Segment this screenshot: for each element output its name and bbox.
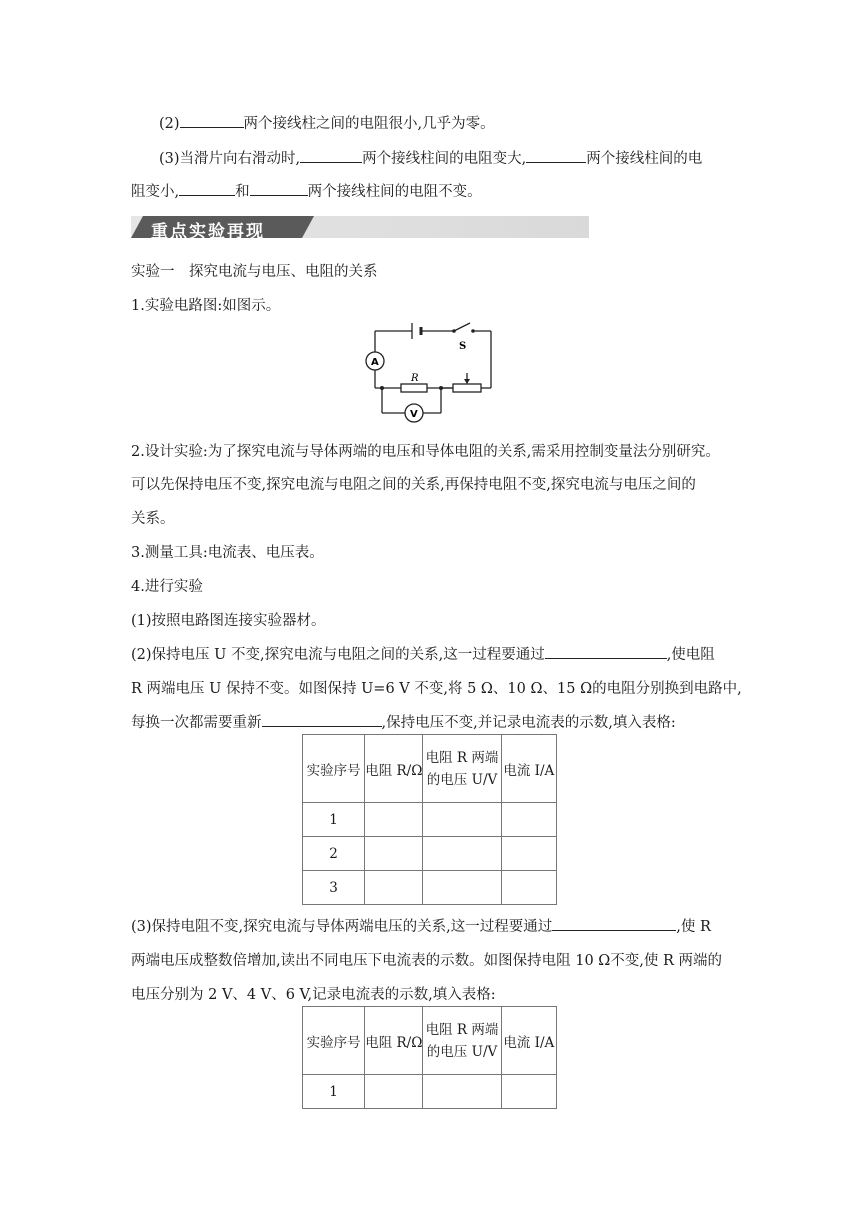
section-title: 重点实验再现: [151, 222, 265, 242]
step-4-3-line-1: (3)保持电阻不变,探究电流与导体两端电压的关系,这一过程要通过 ,使 R: [131, 915, 711, 936]
junction-dot: [439, 386, 443, 390]
battery-icon: [412, 323, 421, 339]
step-2-line-2: 可以先保持电压不变,探究电流与电阻之间的关系,再保持电阻不变,探究电流与电压之间的: [131, 477, 696, 493]
switch-label: S: [459, 341, 467, 352]
step-4-1: (1)按照电路图连接实验器材。: [131, 613, 326, 629]
answer-blank[interactable]: [179, 181, 235, 196]
header-voltage: 电阻 R 两端 的电压 U/V: [423, 1007, 501, 1075]
header-current: 电流 I/A: [501, 1007, 556, 1075]
header-trial: 实验序号: [303, 1007, 365, 1075]
header-current: 电流 I/A: [501, 735, 556, 803]
resistor-icon: [401, 384, 427, 392]
table-row: 3: [303, 871, 557, 905]
answer-blank[interactable]: [250, 181, 308, 196]
ammeter-icon: [366, 352, 384, 370]
table-row: 1: [303, 1075, 557, 1109]
voltmeter-label: V: [410, 409, 418, 420]
line-2: (2) 两个接线柱之间的电阻很小,几乎为零。: [159, 112, 495, 133]
step-4: 4.进行实验: [131, 579, 203, 595]
step-4-3-line-2: 两端电压成整数倍增加,读出不同电压下电流表的示数。如图保持电阻 10 Ω不变,使 R 两端的: [131, 953, 723, 969]
circuit-diagram: [355, 318, 505, 430]
step-2-line-1: 2.设计实验:为了探究电流与导体两端的电压和导体电阻的关系,需采用控制变量法分别研究。: [131, 444, 720, 460]
answer-blank[interactable]: [552, 916, 676, 931]
answer-blank[interactable]: [300, 148, 362, 163]
data-table-1: [302, 734, 557, 905]
ammeter-label: A: [371, 357, 379, 368]
line-3: (3)当滑片向右滑动时, 两个接线柱间的电阻变大, 两个接线柱间的电: [159, 147, 702, 168]
answer-blank[interactable]: [262, 712, 382, 727]
voltmeter-icon: [405, 404, 423, 422]
step-2-line-3: 关系。: [131, 511, 175, 527]
header-trial: 实验序号: [303, 735, 365, 803]
answer-blank[interactable]: [545, 644, 667, 659]
step-4-2-line-1: (2)保持电压 U 不变,探究电流与电阻之间的关系,这一过程要通过 ,使电阻: [131, 643, 715, 664]
answer-blank[interactable]: [526, 148, 586, 163]
line-3b: 阻变小, 和 两个接线柱间的电阻不变。: [131, 180, 482, 201]
step-4-3-line-3: 电压分别为 2 V、4 V、6 V,记录电流表的示数,填入表格:: [131, 987, 496, 1003]
data-table-2: [302, 1006, 557, 1109]
step-3: 3.测量工具:电流表、电压表。: [131, 545, 324, 561]
header-voltage: 电阻 R 两端 的电压 U/V: [423, 735, 501, 803]
experiment-title: 实验一 探究电流与电压、电阻的关系: [131, 264, 378, 280]
header-resistance: 电阻 R/Ω: [365, 1007, 423, 1075]
resistor-label: R: [411, 373, 419, 384]
table-row: 2: [303, 837, 557, 871]
answer-blank[interactable]: [180, 113, 244, 128]
table-row: 1: [303, 803, 557, 837]
junction-dot: [380, 386, 384, 390]
section-banner: [131, 216, 589, 242]
header-resistance: 电阻 R/Ω: [365, 735, 423, 803]
step-4-2-line-2: R 两端电压 U 保持不变。如图保持 U=6 V 不变,将 5 Ω、10 Ω、15 Ω的电阻分别换到电路中,: [131, 681, 742, 697]
step-1: 1.实验电路图:如图示。: [131, 298, 281, 314]
step-4-2-line-3: 每换一次都需要重新 ,保持电压不变,并记录电流表的示数,填入表格:: [131, 711, 676, 732]
rheostat-icon: [453, 379, 481, 392]
